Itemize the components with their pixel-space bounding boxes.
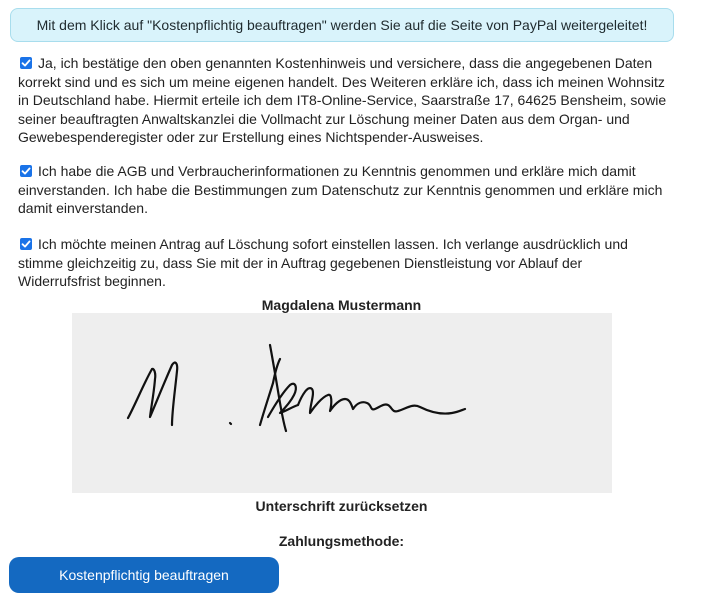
consent-2-checkbox[interactable] (20, 165, 32, 177)
checkmark-icon (21, 58, 31, 68)
signature-drawing (72, 313, 612, 493)
consent-3-checkbox[interactable] (20, 238, 32, 250)
consent-2-text: Ich habe die AGB und Verbraucherinformationen zu Kenntnis genommen und erkläre mich damit einverstanden. Ich habe die Bestimmungen zum Datenschutz zur Kenntnis genommen und erkläre mich damit einverstanden. (18, 163, 663, 216)
submit-paid-order-button[interactable]: Kostenpflichtig beauftragen (9, 557, 279, 593)
consent-agb (18, 162, 668, 218)
paypal-redirect-banner (10, 8, 674, 42)
consent-1-text: Ja, ich bestätige den oben genannten Kostenhinweis und versichere, dass die angegebenen Daten korrekt sind und es sich um meine eigenen handelt. Des Weiteren erkläre ich, dass ich meinen Wohnsitz in Deutschland habe. Hiermit erteile ich dem IT8-Online-Service, Saarstraße 17, 64625 Bensheim, sowie seiner beauftragten Anwaltskanzlei die Vollmacht zur Löschung meiner Daten aus dem Organ- und Gewebespenderegister oder zur Erstellung eines Nichtspender-Ausweises. (18, 55, 667, 145)
checkmark-icon (21, 166, 31, 176)
checkmark-icon (21, 239, 31, 249)
signature-pad[interactable] (72, 313, 612, 493)
banner-text: Mit dem Klick auf "Kostenpflichtig beauftragen" werden Sie auf die Seite von PayPal weitergeleitet! (36, 17, 648, 33)
consent-cost-confirmation (18, 54, 668, 147)
consent-1-checkbox[interactable] (20, 57, 32, 69)
consent-3-text: Ich möchte meinen Antrag auf Löschung sofort einstellen lassen. Ich verlange ausdrücklich und stimme gleichzeitig zu, dass Sie mit der in Auftrag gegebenen Dienstleistung vor Ablauf der Widerrufsfrist beginnen. (18, 236, 628, 289)
consent-immediate-start (18, 235, 668, 291)
reset-signature-link[interactable]: Unterschrift zurücksetzen (255, 498, 428, 514)
signer-name: Magdalena Mustermann (261, 297, 422, 313)
payment-method-label: Zahlungsmethode: (278, 533, 405, 549)
